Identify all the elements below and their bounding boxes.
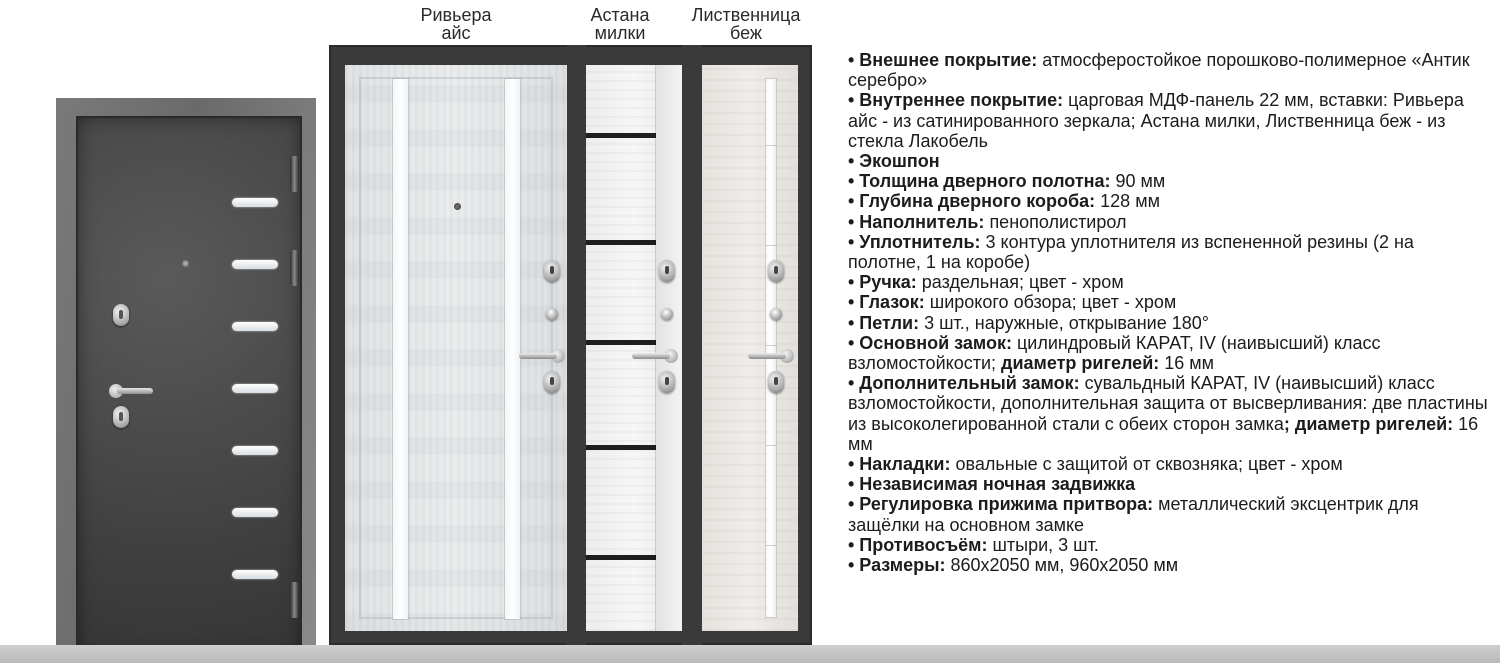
spec-value: 16 мм bbox=[1159, 353, 1215, 374]
label-riviera-ice: Ривьера айс bbox=[420, 5, 492, 43]
spec-term: • Дополнительный замок: bbox=[848, 373, 1080, 394]
mirror-insert bbox=[393, 79, 408, 619]
specifications-list bbox=[848, 50, 1488, 575]
night-latch-knob-icon bbox=[546, 308, 558, 320]
spec-term: диаметр ригелей: bbox=[1001, 353, 1160, 374]
floor-strip bbox=[0, 645, 1500, 663]
steel-insert bbox=[232, 508, 278, 517]
lacobel-insert bbox=[586, 445, 656, 450]
steel-insert bbox=[232, 384, 278, 393]
steel-insert bbox=[232, 198, 278, 207]
label-larch-beige: Лиственница беж bbox=[691, 5, 801, 43]
spec-item bbox=[848, 555, 1488, 575]
door-handle-icon bbox=[513, 349, 565, 363]
lock-cylinder-icon bbox=[544, 260, 560, 282]
label-astana-milky: Астана милки bbox=[590, 5, 650, 43]
spec-item bbox=[848, 313, 1488, 333]
spec-term: • Внутреннее покрытие: bbox=[848, 90, 1064, 111]
steel-insert bbox=[232, 446, 278, 455]
peephole-icon bbox=[454, 203, 461, 210]
spec-term: • Глубина дверного короба: bbox=[848, 191, 1096, 212]
frame-divider bbox=[567, 45, 586, 645]
panel-larch-beige bbox=[702, 65, 798, 631]
spec-value: атмосферостойкое порошково-полимерное «Антик серебро» bbox=[848, 50, 1470, 91]
exterior-door-leaf bbox=[76, 116, 302, 656]
spec-value: 90 мм bbox=[1110, 171, 1166, 192]
spec-item bbox=[848, 232, 1488, 272]
spec-item bbox=[848, 494, 1488, 534]
steel-insert bbox=[232, 260, 278, 269]
lock-cylinder-icon bbox=[544, 371, 560, 393]
spec-value: овальные с защитой от сквозняка; цвет - хром bbox=[950, 454, 1343, 475]
spec-term: • Толщина дверного полотна: bbox=[848, 171, 1111, 192]
panel-riviera-ice bbox=[345, 65, 567, 631]
spec-value: пенополистирол bbox=[984, 211, 1127, 232]
spec-value: 128 мм bbox=[1095, 191, 1160, 212]
spec-item bbox=[848, 191, 1488, 211]
spec-value: 3 контура уплотнителя из вспененной резины (2 на полотне, 1 на коробе) bbox=[848, 231, 1414, 273]
lacobel-insert bbox=[586, 340, 656, 345]
spec-value: раздельная; цвет - хром bbox=[916, 272, 1124, 293]
lacobel-insert bbox=[586, 240, 656, 245]
spec-item bbox=[848, 212, 1488, 232]
spec-item bbox=[848, 272, 1488, 292]
spec-value: царговая МДФ-панель 22 мм, вставки: Ривьера айс - из сатинированного зеркала; Астана милки, Лиственница беж - из стекла Лакобель bbox=[848, 90, 1464, 151]
spec-item bbox=[848, 171, 1488, 191]
lock-cylinder-icon bbox=[113, 304, 129, 326]
spec-item bbox=[848, 151, 1488, 171]
hinge-icon bbox=[290, 582, 299, 618]
spec-value: широкого обзора; цвет - хром bbox=[924, 292, 1177, 313]
lacobel-insert bbox=[766, 79, 776, 617]
spec-term: • Основной замок: bbox=[848, 332, 1012, 353]
spec-item bbox=[848, 454, 1488, 474]
steel-insert bbox=[232, 570, 278, 579]
peephole-icon bbox=[182, 260, 189, 267]
exterior-door-image bbox=[56, 98, 316, 660]
frame-divider bbox=[682, 45, 702, 645]
spec-item bbox=[848, 535, 1488, 555]
spec-term: ; диаметр ригелей: bbox=[1283, 413, 1454, 434]
spec-term: • Противосъём: bbox=[848, 534, 988, 555]
spec-item bbox=[848, 474, 1488, 494]
door-handle-icon bbox=[742, 349, 794, 363]
spec-value: 16 мм bbox=[848, 413, 1479, 454]
spec-term: • Глазок: bbox=[848, 292, 925, 313]
spec-item bbox=[848, 373, 1488, 454]
spec-item bbox=[848, 50, 1488, 90]
spec-value: цилиндровый КАРАТ, IV (наивысший) класс взломостойкости; bbox=[848, 332, 1381, 374]
lacobel-insert bbox=[586, 555, 656, 560]
spec-value: сувальдный КАРАТ, IV (наивысший) класс взломостойкости, дополнительная защита от высверливания: две пластины из высоколегированной стали с обеих сторон замка bbox=[848, 373, 1488, 434]
spec-term: • Регулировка прижима притвора: bbox=[848, 494, 1154, 515]
spec-term: • Внешнее покрытие: bbox=[848, 50, 1038, 70]
lock-cylinder-icon bbox=[659, 371, 675, 393]
hinge-icon bbox=[290, 156, 299, 192]
spec-term: • Петли: bbox=[848, 312, 920, 333]
night-latch-knob-icon bbox=[770, 308, 782, 320]
spec-term: • Экошпон bbox=[848, 151, 940, 172]
door-handle-icon bbox=[626, 349, 678, 363]
spec-term: • Наполнитель: bbox=[848, 211, 985, 232]
spec-value: штыри, 3 шт. bbox=[987, 534, 1099, 555]
spec-item bbox=[848, 90, 1488, 151]
steel-insert bbox=[232, 322, 278, 331]
spec-term: • Ручка: bbox=[848, 272, 917, 293]
spec-item bbox=[848, 292, 1488, 312]
spec-value: металлический эксцентрик для защёлки на основном замке bbox=[848, 494, 1419, 535]
night-latch-knob-icon bbox=[661, 308, 673, 320]
spec-term: • Размеры: bbox=[848, 555, 946, 576]
lock-cylinder-icon bbox=[768, 371, 784, 393]
hinge-icon bbox=[290, 250, 299, 286]
spec-value: 3 шт., наружные, открывание 180° bbox=[919, 312, 1209, 333]
spec-term: • Независимая ночная задвижка bbox=[848, 474, 1136, 495]
spec-term: • Накладки: bbox=[848, 454, 951, 475]
spec-value: 860x2050 мм, 960x2050 мм bbox=[945, 555, 1179, 576]
lacobel-insert bbox=[586, 133, 656, 138]
spec-term: • Уплотнитель: bbox=[848, 231, 981, 252]
lock-cylinder-icon bbox=[768, 260, 784, 282]
lock-cylinder-icon bbox=[113, 406, 129, 428]
spec-item bbox=[848, 333, 1488, 373]
lock-cylinder-icon bbox=[659, 260, 675, 282]
panel-astana-milky bbox=[586, 65, 682, 631]
